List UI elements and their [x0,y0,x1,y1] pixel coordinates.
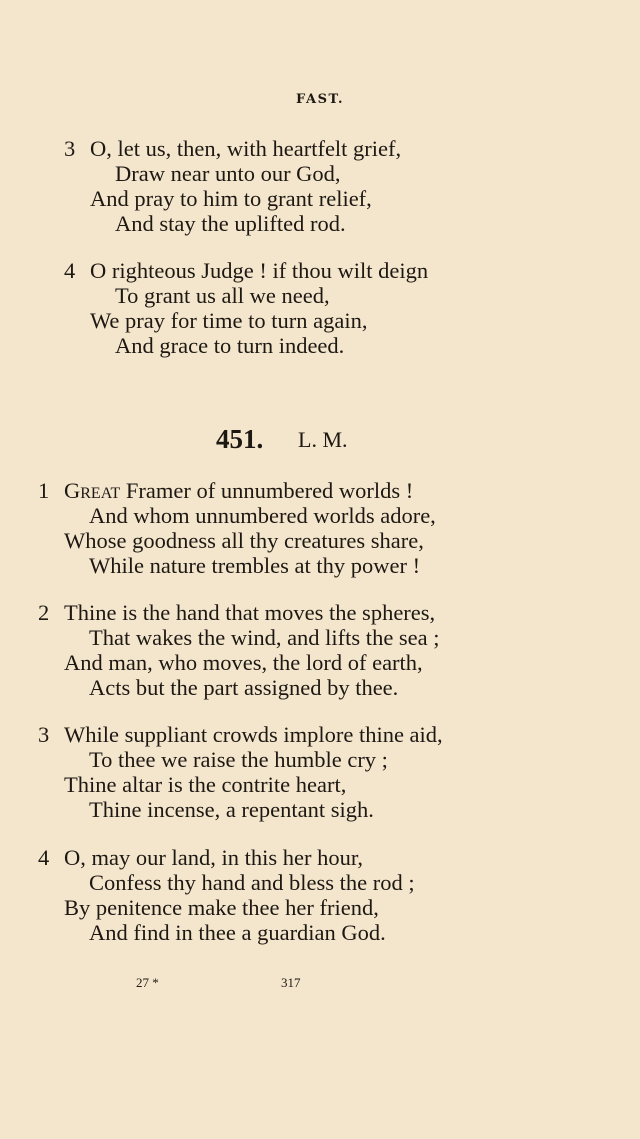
verse-line: And man, who moves, the lord of earth, [64,650,423,675]
first-word-smallcaps: Great [64,478,121,503]
verse-line: While suppliant crowds implore thine aid, [64,722,443,747]
signature-mark: 27 * [136,975,159,990]
verse-line: Thine is the hand that moves the spheres, [64,600,436,625]
verse-line: Thine incense, a repentant sigh. [89,797,374,822]
running-header: FAST. [296,92,344,107]
page-number: 317 [281,975,301,990]
verse-line: O, may our land, in this her hour, [64,845,364,870]
verse-line: That wakes the wind, and lifts the sea ; [89,625,440,650]
verse-line: And whom unnumbered worlds adore, [89,503,436,528]
hymn-heading [0,424,640,454]
stanza-number: 4 [38,845,50,870]
hymn-number: 451. [216,424,264,454]
verse-line: Thine altar is the contrite heart, [64,772,347,797]
verse-line: O, let us, then, with heartfelt grief, [90,136,402,161]
verse-line: Confess thy hand and bless the rod ; [89,870,415,895]
verse-line: And pray to him to grant relief, [90,186,372,211]
verse-line: And stay the uplifted rod. [115,211,346,236]
stanza-number: 1 [38,478,50,503]
verse-line: Acts but the part assigned by thee. [89,675,399,700]
verse-line [64,478,413,503]
verse-line-rest: Framer of unnumbered worlds ! [120,478,414,503]
verse-line: And grace to turn indeed. [115,333,345,358]
verse-line: To grant us all we need, [115,283,330,308]
stanza-number: 2 [38,600,50,625]
verse-line: While nature trembles at thy power ! [89,553,421,578]
stanza-number: 3 [38,722,50,747]
verse-line: We pray for time to turn again, [90,308,368,333]
stanza-number: 4 [64,258,76,283]
hymn-meter: L. M. [298,427,348,452]
verse-line: And find in thee a guardian God. [89,920,386,945]
verse-line: By penitence make thee her friend, [64,895,379,920]
verse-line: Whose goodness all thy creatures share, [64,528,424,553]
verse-line: O righteous Judge ! if thou wilt deign [90,258,429,283]
verse-line: Draw near unto our God, [115,161,341,186]
verse-line: To thee we raise the humble cry ; [89,747,388,772]
stanza-number: 3 [64,136,76,161]
